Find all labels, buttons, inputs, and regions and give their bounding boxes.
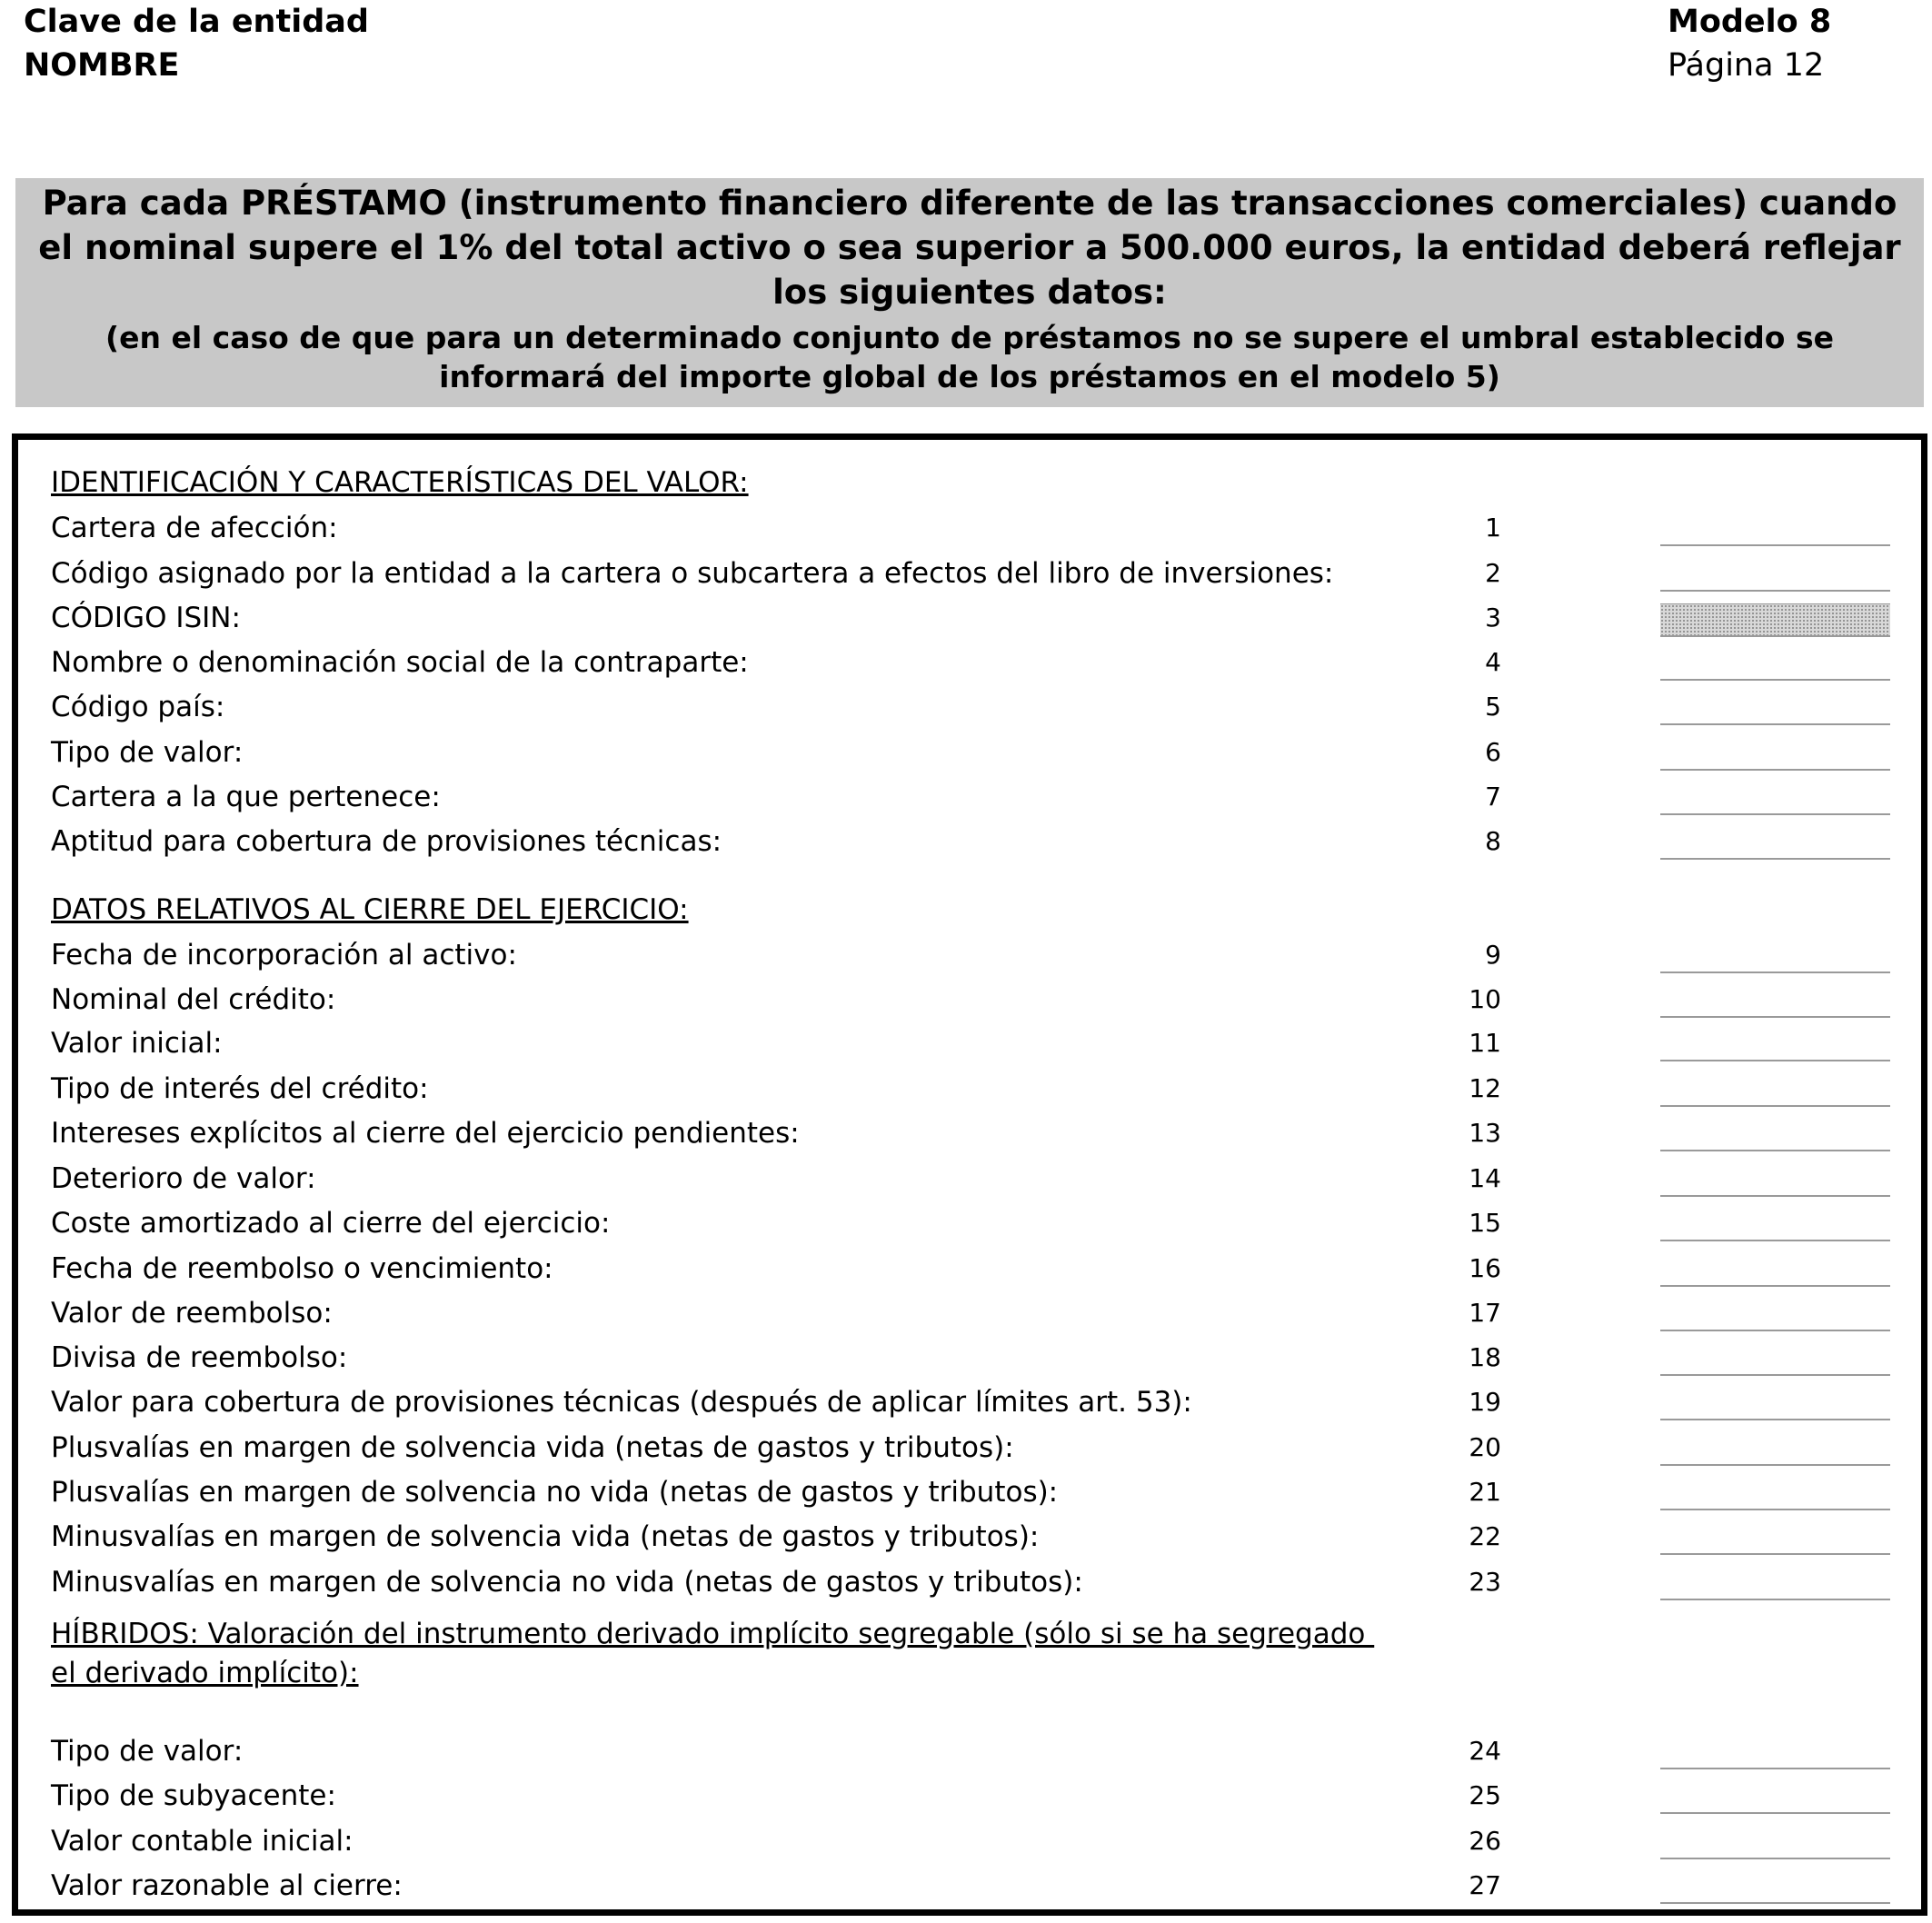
item-number: 21 xyxy=(1469,1477,1501,1507)
item-number: 8 xyxy=(1485,826,1501,856)
item-value-field[interactable] xyxy=(1660,603,1890,637)
item-value-field[interactable] xyxy=(1660,1522,1890,1555)
item-label: Tipo de interés del crédito: xyxy=(51,1072,429,1105)
item-label: Minusvalías en margen de solvencia vida (netas de gastos y tributos): xyxy=(51,1520,1040,1553)
item-number: 9 xyxy=(1485,940,1501,970)
section-hybrids-line2: el derivado implícito): xyxy=(51,1657,359,1689)
item-label: Plusvalías en margen de solvencia vida (netas de gastos y tributos): xyxy=(51,1431,1014,1464)
item-label: Valor contable inicial: xyxy=(51,1825,354,1858)
item-value-field[interactable] xyxy=(1660,1781,1890,1814)
page-label: Página 12 xyxy=(1668,47,1825,84)
item-label: Deterioro de valor: xyxy=(51,1162,316,1195)
section-identification: IDENTIFICACIÓN Y CARACTERÍSTICAS DEL VALOR: xyxy=(51,466,749,499)
item-value-field[interactable] xyxy=(1660,559,1890,592)
item-number: 20 xyxy=(1469,1432,1501,1462)
item-value-field[interactable] xyxy=(1660,941,1890,973)
item-label: Nominal del crédito: xyxy=(51,983,336,1016)
item-number: 7 xyxy=(1485,782,1501,812)
section-hybrids-line1: HÍBRIDOS: Valoración del instrumento derivado implícito segregable (sólo si se ha segregado xyxy=(51,1618,1375,1650)
item-value-field[interactable] xyxy=(1660,738,1890,771)
item-label: Minusvalías en margen de solvencia no vida (netas de gastos y tributos): xyxy=(51,1566,1083,1599)
item-label: Intereses explícitos al cierre del ejercicio pendientes: xyxy=(51,1117,800,1150)
item-value-field[interactable] xyxy=(1660,985,1890,1018)
item-label: CÓDIGO ISIN: xyxy=(51,602,241,634)
item-value-field[interactable] xyxy=(1660,1433,1890,1466)
item-value-field[interactable] xyxy=(1660,1737,1890,1769)
item-number: 15 xyxy=(1469,1208,1501,1238)
header-right xyxy=(1668,0,1831,87)
header-left xyxy=(24,0,369,87)
item-value-field[interactable] xyxy=(1660,1164,1890,1197)
item-value-field[interactable] xyxy=(1660,1568,1890,1600)
item-label: Coste amortizado al cierre del ejercicio: xyxy=(51,1207,611,1240)
item-label: Cartera a la que pertenece: xyxy=(51,781,441,813)
item-number: 2 xyxy=(1485,558,1501,588)
item-number: 6 xyxy=(1485,737,1501,767)
item-number: 16 xyxy=(1469,1253,1501,1283)
section-closing-data: DATOS RELATIVOS AL CIERRE DEL EJERCICIO: xyxy=(51,893,689,926)
item-value-field[interactable] xyxy=(1660,648,1890,681)
item-value-field[interactable] xyxy=(1660,1827,1890,1859)
item-number: 11 xyxy=(1469,1028,1501,1058)
name-label: NOMBRE xyxy=(24,47,180,84)
item-number: 5 xyxy=(1485,692,1501,722)
item-label: Fecha de incorporación al activo: xyxy=(51,939,517,971)
item-value-field[interactable] xyxy=(1660,1209,1890,1241)
item-value-field[interactable] xyxy=(1660,513,1890,546)
item-number: 27 xyxy=(1469,1870,1501,1900)
item-number: 3 xyxy=(1485,603,1501,633)
item-label: Valor inicial: xyxy=(51,1027,223,1060)
item-label: Plusvalías en margen de solvencia no vida (netas de gastos y tributos): xyxy=(51,1476,1059,1509)
item-label: Valor razonable al cierre: xyxy=(51,1869,403,1902)
item-value-field[interactable] xyxy=(1660,1388,1890,1420)
item-number: 14 xyxy=(1469,1163,1501,1193)
item-number: 1 xyxy=(1485,513,1501,543)
item-label: Cartera de afección: xyxy=(51,512,338,544)
item-number: 12 xyxy=(1469,1073,1501,1103)
item-value-field[interactable] xyxy=(1660,1254,1890,1287)
item-number: 24 xyxy=(1469,1736,1501,1766)
item-label: Valor para cobertura de provisiones técnicas (después de aplicar límites art. 53): xyxy=(51,1386,1192,1419)
item-label: Aptitud para cobertura de provisiones técnicas: xyxy=(51,825,722,858)
item-label: Tipo de subyacente: xyxy=(51,1779,336,1812)
item-value-field[interactable] xyxy=(1660,782,1890,815)
item-value-field[interactable] xyxy=(1660,1029,1890,1061)
item-value-field[interactable] xyxy=(1660,1074,1890,1107)
item-label: Tipo de valor: xyxy=(51,1735,244,1768)
instructions-banner xyxy=(15,178,1924,407)
item-number: 4 xyxy=(1485,647,1501,677)
item-value-field[interactable] xyxy=(1660,692,1890,725)
item-value-field[interactable] xyxy=(1660,1299,1890,1331)
item-number: 22 xyxy=(1469,1521,1501,1551)
item-value-field[interactable] xyxy=(1660,1343,1890,1376)
item-label: Tipo de valor: xyxy=(51,736,244,769)
item-value-field[interactable] xyxy=(1660,1119,1890,1151)
item-number: 17 xyxy=(1469,1298,1501,1328)
item-value-field[interactable] xyxy=(1660,1871,1890,1904)
model-label: Modelo 8 xyxy=(1668,4,1832,40)
item-number: 10 xyxy=(1469,984,1501,1014)
item-number: 26 xyxy=(1469,1826,1501,1856)
item-number: 25 xyxy=(1469,1780,1501,1810)
item-label: Fecha de reembolso o vencimiento: xyxy=(51,1252,553,1285)
item-number: 19 xyxy=(1469,1387,1501,1417)
entity-key-label: Clave de la entidad xyxy=(24,4,369,40)
item-number: 18 xyxy=(1469,1342,1501,1372)
item-label: Código país: xyxy=(51,691,225,723)
banner-main-text: Para cada PRÉSTAMO (instrumento financiero diferente de las transacciones comerciales) cuando el nominal supere el 1% del total activo o sea superior a 500.000 euros, la entidad deberá reflejar los siguientes datos: xyxy=(38,184,1901,312)
item-label: Nombre o denominación social de la contraparte: xyxy=(51,646,749,679)
item-value-field[interactable] xyxy=(1660,1478,1890,1510)
item-number: 23 xyxy=(1469,1567,1501,1597)
item-value-field[interactable] xyxy=(1660,827,1890,860)
item-label: Valor de reembolso: xyxy=(51,1297,333,1330)
item-label: Divisa de reembolso: xyxy=(51,1341,348,1374)
item-label: Código asignado por la entidad a la cartera o subcartera a efectos del libro de inversiones: xyxy=(51,557,1334,590)
item-number: 13 xyxy=(1469,1118,1501,1148)
banner-note-text: (en el caso de que para un determinado conjunto de préstamos no se supere el umbral establecido se informará del importe global de los préstamos en el modelo 5) xyxy=(105,320,1834,394)
